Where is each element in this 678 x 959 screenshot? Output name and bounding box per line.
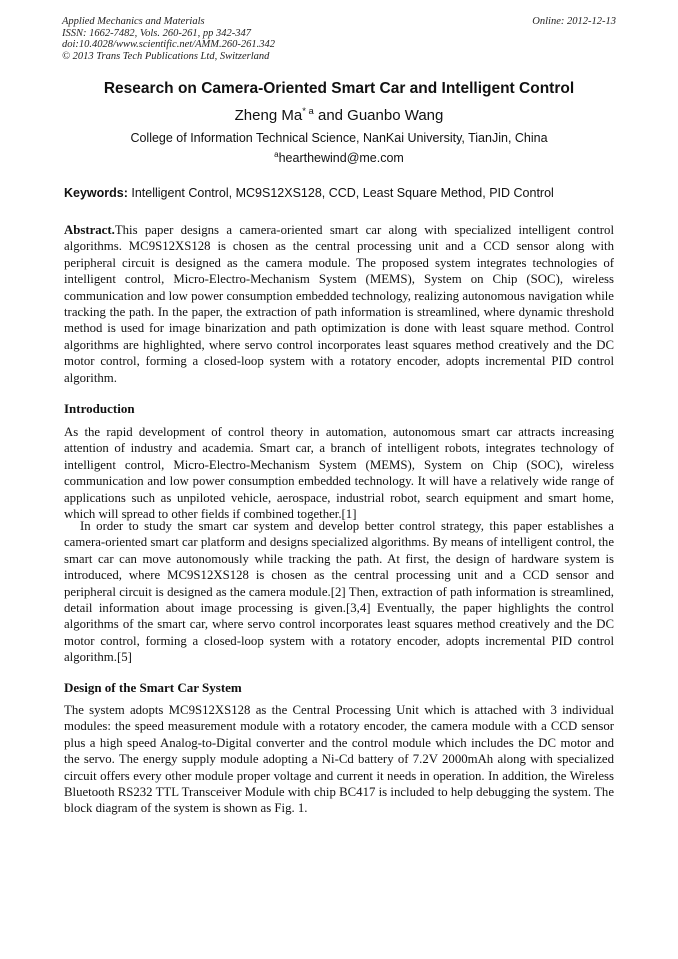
introduction-heading: Introduction: [64, 401, 135, 416]
design-paragraph-1: The system adopts MC9S12XS128 as the Central Processing Unit which is attached with 3 individual modules: the speed measurement module with a rotatory encoder, the camera module with a CCD sensor plus a high speed Analog-to-Digital converter and the control module which includes the DC motor and the servo. The energy supply module adopting a Ni-Cd battery of 7.2V 2000mAh along with specialized circuit offers every other module proper voltage and current it needs in operation. In addition, the Wireless Bluetooth RS232 TTL Transceiver Module with chip BC417 is included to help debugging the system. The block diagram of the system is shown as Fig. 1.: [64, 703, 614, 816]
keywords-text: Intelligent Control, MC9S12XS128, CCD, Least Square Method, PID Control: [127, 186, 554, 200]
paper-title: Research on Camera-Oriented Smart Car and Intelligent Control: [103, 80, 575, 97]
online-date: Online: 2012-12-13: [532, 16, 616, 27]
doi-line: doi:10.4028/www.scientific.net/AMM.260-261.342: [62, 39, 275, 50]
email-line: [40, 150, 638, 165]
author-line: [40, 106, 638, 124]
journal-header: [62, 16, 616, 62]
introduction-paragraph-1: As the rapid development of control theory in automation, autonomous smart car attracts increasing attention of industry and academia. Smart car, a branch of intelligent robots, integrates technology of intelligent control, Micro-Electro-Mechanism System (MEMS), System on Chip (SOC), wireless communication and low power consumption embedded technology. It will have a relatively wide range of applications such as unpiloted vehicle, aerospace, industrial robot, search equipment and smart home, which will spread to other fields if combined together.[1]: [64, 425, 614, 522]
abstract: [64, 222, 614, 386]
author-2: and Guanbo Wang: [313, 107, 444, 124]
design-heading: Design of the Smart Car System: [64, 680, 242, 695]
issn-line: ISSN: 1662-7482, Vols. 260-261, pp 342-347: [62, 27, 251, 39]
journal-name: Applied Mechanics and Materials: [62, 16, 205, 27]
email-address: hearthewind@me.com: [278, 151, 404, 165]
abstract-label: Abstract.: [64, 223, 115, 237]
email-mark: a: [274, 150, 279, 159]
introduction-paragraph-2: In order to study the smart car system and develop better control strategy, this paper establishes a camera-oriented smart car platform and designs specialized algorithms. By means of intelligent control, the smart car can move autonomously while tracking the path. At first, the design of hardware system is introduced, where MC9S12XS128 is chosen as the central processing unit and a CCD sensor and peripheral circuit is designed as the camera module.[2] Then, extraction of path information is streamlined, detail information about image processing is given.[3,4] Eventually, the paper highlights the control algorithms of the smart car, where servo control incorporates least squares method creatively and the DC motor control, forming a closed-loop system with a rotatory encoder, adopts incremental PID control algorithm.[5]: [64, 519, 614, 665]
copyright-line: © 2013 Trans Tech Publications Ltd, Switzerland: [62, 50, 270, 62]
abstract-text: This paper designs a camera-oriented smart car along with specialized intelligent control algorithms. MC9S12XS128 is chosen as the central processing unit and a CCD sensor along with peripheral circuit is designed as the camera module. The proposed system integrates technologies of intelligent control, Micro-Electro-Mechanism System (MEMS), System on Chip (SOC), wireless communication and low power consumption embedded technology, realizing autonomous navigation while tracking the path. In the paper, the extraction of path information is streamlined, where dynamic threshold method is used for image binarization and path optimization is done with least square method. Control algorithms are highlighted, where servo control incorporates least squares method creatively and the DC motor control, forming a closed-loop system with a rotatory encoder, adopts incremental PID control algorithm.: [64, 223, 614, 385]
keywords: [64, 186, 616, 200]
author-1: Zheng Ma: [234, 107, 303, 124]
keywords-label: Keywords:: [64, 186, 128, 200]
affiliation: College of Information Technical Science, NanKai University, TianJin, China: [130, 131, 548, 145]
author-1-marks: * a: [302, 106, 314, 117]
